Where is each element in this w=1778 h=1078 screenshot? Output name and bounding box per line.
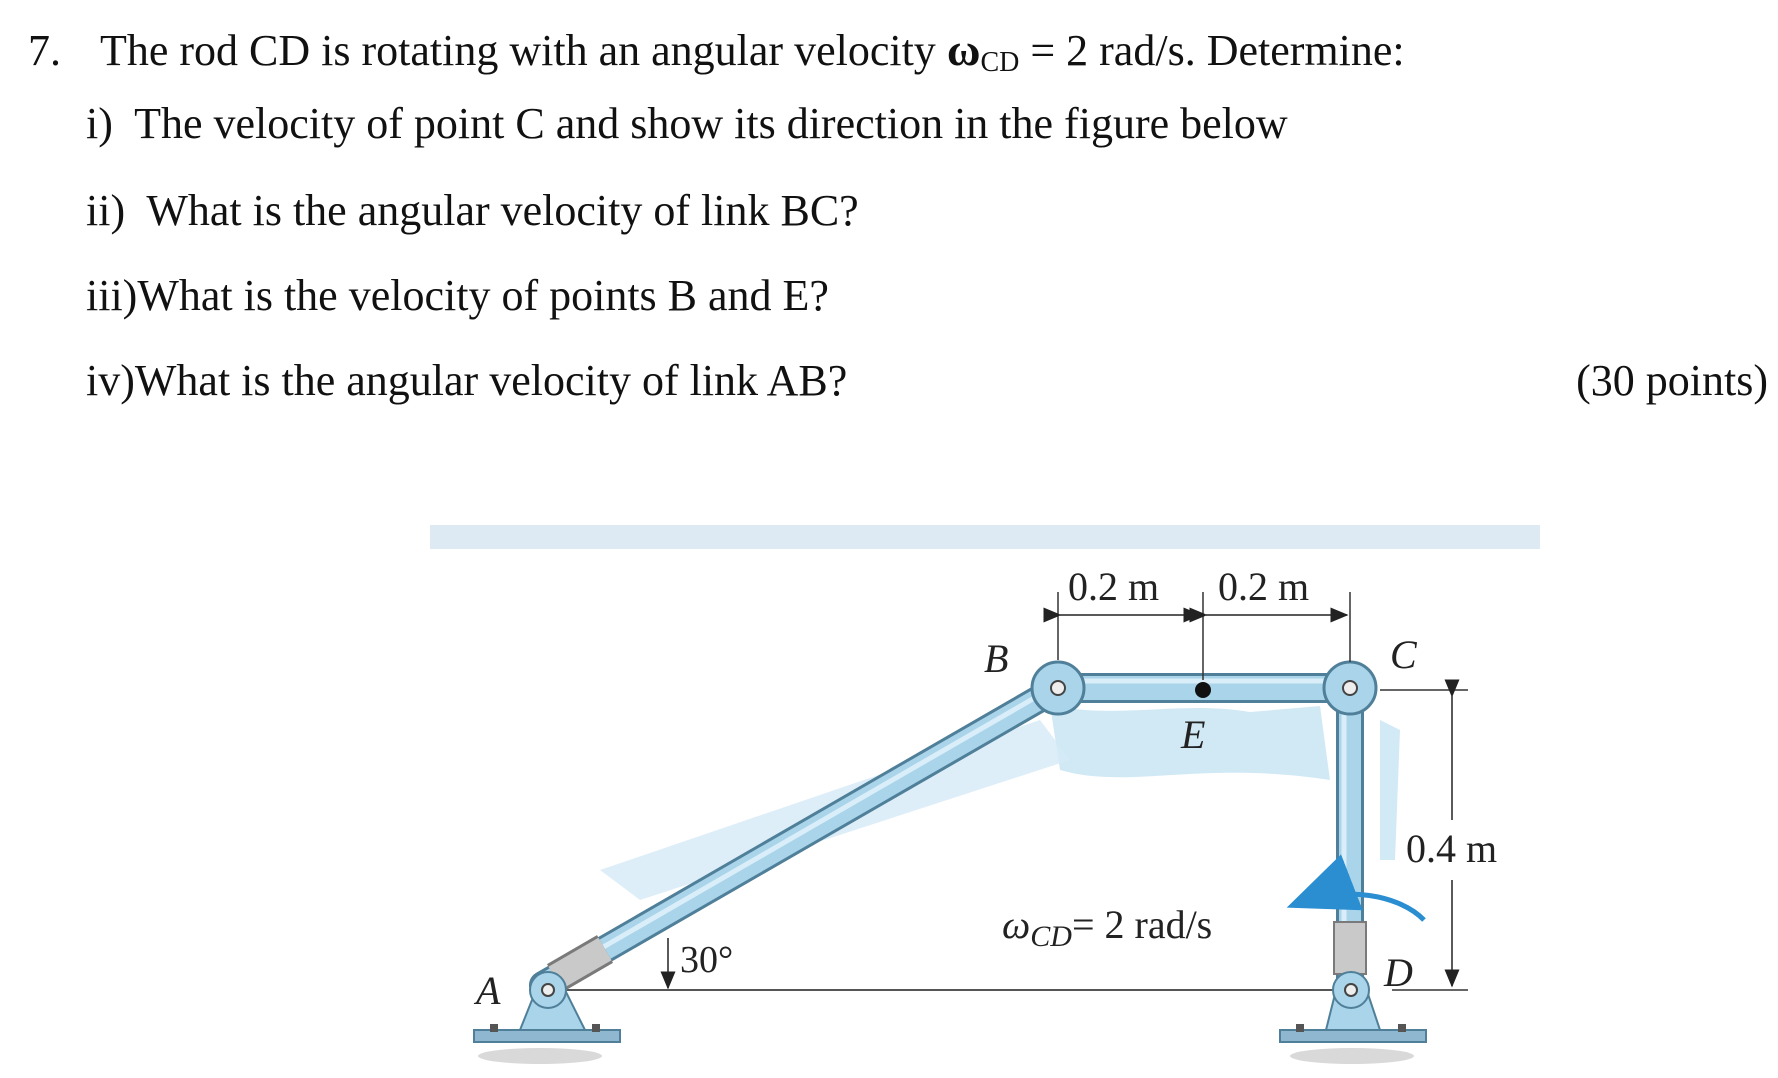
- label-a: A: [476, 968, 501, 1013]
- link-ab: [543, 688, 1058, 985]
- question-text-after: = 2 rad/s. Determine:: [1030, 26, 1405, 75]
- omega-label-value: = 2 rad/s: [1071, 902, 1213, 947]
- omega-cd-label: [1002, 902, 1212, 953]
- label-d: D: [1384, 950, 1413, 995]
- label-b: B: [984, 636, 1009, 681]
- omega-subscript: CD: [980, 47, 1020, 78]
- sub-question-label: ii): [86, 186, 126, 235]
- dim-be-label: 0.2 m: [1068, 564, 1160, 609]
- sub-question-text: The velocity of point C and show its direction in the figure below: [134, 99, 1288, 148]
- omega-label-sub: CD: [1030, 920, 1072, 953]
- sub-question-label: iii): [86, 271, 138, 320]
- figure-top-band: [430, 525, 1540, 549]
- label-c: C: [1390, 632, 1417, 677]
- pin-b: [1032, 662, 1084, 714]
- link-cd: [1334, 688, 1366, 990]
- label-e: E: [1181, 712, 1206, 757]
- sub-question-text: What is the angular velocity of link AB?: [134, 356, 848, 405]
- question-number: 7.: [28, 26, 61, 75]
- pin-c: [1324, 662, 1376, 714]
- angle-label: 30°: [680, 939, 734, 981]
- dim-cd-label: 0.4 m: [1406, 826, 1498, 871]
- omega-label-symbol: ω: [1002, 902, 1031, 947]
- sub-question-label: i): [86, 99, 113, 148]
- points-label: (30 points): [1576, 356, 1768, 405]
- question-text-before: The rod CD is rotating with an angular velocity: [100, 26, 936, 75]
- sub-question-text: What is the velocity of points B and E?: [137, 271, 829, 320]
- omega-symbol: ω: [946, 24, 981, 75]
- sub-question-label: iv): [86, 356, 135, 405]
- dim-ec-label: 0.2 m: [1218, 564, 1310, 609]
- rod-shadow: [1380, 720, 1400, 860]
- sub-question-text: What is the angular velocity of link BC?: [146, 186, 859, 235]
- point-e: [1195, 682, 1211, 698]
